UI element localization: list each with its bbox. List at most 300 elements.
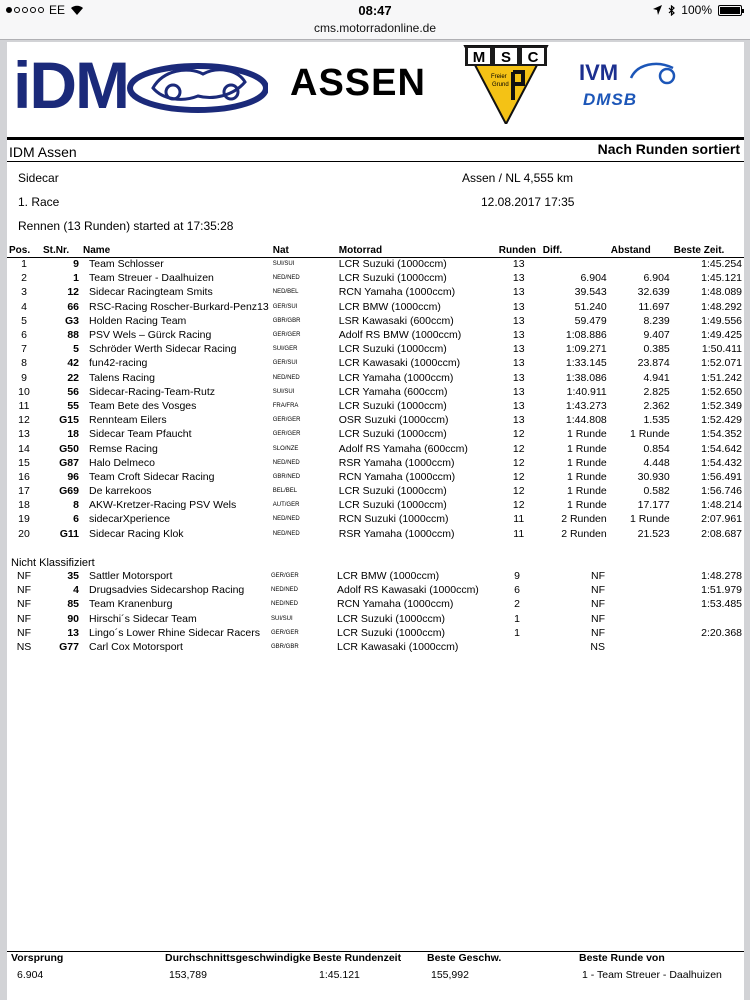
cell-diff: 1 Runde [567, 442, 607, 455]
cell-best: 1:45.121 [701, 272, 742, 285]
cell-name: Team Kranenburg [89, 598, 173, 611]
cell-best: 1:52.429 [701, 414, 742, 427]
cell-pos: 19 [18, 513, 30, 526]
cell-diff: 1 Runde [567, 485, 607, 498]
cell-gap: 11.697 [638, 300, 670, 313]
cell-gap: 0.582 [643, 485, 670, 498]
cell-bike: LCR Suzuki (1000ccm) [337, 612, 445, 625]
cell-best: 1:52.349 [701, 399, 742, 412]
cell-diff: 1:08.886 [565, 329, 607, 342]
cell-name: RSC-Racing Roscher-Burkard-Penz13 [89, 300, 269, 313]
table-row [7, 569, 744, 583]
cell-nr: G50 [59, 442, 79, 455]
table-row [7, 527, 744, 541]
col-gap: Abstand [609, 244, 672, 257]
battery-label: 100% [681, 3, 712, 17]
msc-caption-2: Grund [492, 82, 509, 88]
address-bar[interactable] [0, 20, 750, 40]
cell-nr: 18 [67, 428, 79, 441]
cell-gap [607, 640, 670, 654]
cell-name: De karrekoos [89, 485, 152, 498]
cell-best: 1:54.352 [701, 428, 742, 441]
cell-diff: 1:40.911 [566, 385, 607, 398]
cell-best: 1:49.556 [701, 314, 742, 327]
cell-nat: GER/GER [271, 629, 299, 636]
cell-name: Sidecar Racingteam Smits [89, 286, 213, 299]
cell-bike: LCR Suzuki (1000ccm) [338, 428, 447, 441]
cell-diff: NF [591, 570, 605, 583]
venue-title: ASSEN [290, 62, 426, 104]
cell-diff: 2 Runden [561, 527, 607, 540]
cell-laps: 2 [514, 598, 520, 611]
table-row [7, 484, 744, 498]
cell-nat: GBR/NED [272, 473, 301, 480]
table-row [7, 498, 744, 512]
cell-nat: NED/NED [272, 275, 300, 282]
status-right [653, 3, 742, 17]
cell-best [670, 612, 744, 626]
col-best: Beste Zeit. [672, 244, 744, 257]
cell-pos: 12 [18, 414, 30, 427]
cell-best: 1:53.485 [701, 598, 742, 611]
table-row [7, 399, 744, 413]
cell-bike: Adolf RS Kawasaki (1000ccm) [337, 584, 479, 597]
cell-nr: 4 [73, 584, 79, 597]
cell-pos: 17 [18, 485, 30, 498]
cell-nr: 56 [67, 385, 79, 398]
cell-pos: 3 [21, 286, 27, 299]
cell-pos: 14 [18, 442, 30, 455]
cell-gap: 0.854 [643, 442, 670, 455]
cell-nr: 1 [73, 272, 79, 285]
col-diff: Diff. [541, 244, 609, 257]
col-nr: St.Nr. [41, 244, 81, 257]
url-text[interactable]: cms.motorradonline.de [313, 21, 437, 35]
cell-gap: 9.407 [643, 329, 670, 342]
cell-name: Remse Racing [89, 442, 158, 455]
clock: 08:47 [358, 3, 392, 18]
cell-nr: 66 [67, 300, 79, 313]
cell-bike: RSR Yamaha (1000ccm) [338, 456, 455, 469]
cell-nr: 88 [67, 329, 79, 342]
cell-pos: 18 [18, 499, 30, 512]
cell-gap [609, 257, 672, 271]
footer-lead-value: 6.904 [17, 969, 44, 981]
cell-nr: 96 [67, 470, 79, 483]
cell-laps: 12 [512, 442, 525, 455]
cell-laps: 12 [512, 428, 525, 441]
idm-logo-text: iDM [13, 52, 128, 118]
cell-pos: 6 [21, 329, 27, 342]
cell-pos: 13 [18, 428, 30, 441]
cell-diff: 2 Runden [561, 513, 607, 526]
table-row [7, 470, 744, 484]
ivm-dmsb-logo [579, 56, 679, 116]
cell-nat: FRA/FRA [272, 402, 299, 409]
cell-best: 1:56.746 [701, 485, 742, 498]
track-label: Assen / NL 4,555 km [462, 171, 573, 185]
cell-laps: 13 [512, 314, 525, 327]
cell-pos: 5 [21, 314, 27, 327]
cell-diff: 1 Runde [567, 470, 607, 483]
cell-best: 1:54.642 [701, 442, 742, 455]
msc-caption-1: Freier [491, 74, 507, 80]
table-row [7, 413, 744, 427]
start-info: Rennen (13 Runden) started at 17:35:28 [18, 219, 234, 233]
cell-laps: 1 [514, 626, 520, 639]
cell-bike: Adolf RS Yamaha (600ccm) [338, 442, 468, 455]
cell-best: 1:45.254 [701, 258, 742, 271]
cell-pos: NS [16, 641, 32, 654]
cell-bike: LCR Yamaha (1000ccm) [338, 371, 454, 384]
title-bar [7, 143, 744, 161]
cell-best: 1:50.411 [701, 343, 742, 356]
cell-bike: LCR BMW (1000ccm) [338, 300, 441, 313]
cell-bike: LSR Kawasaki (600ccm) [338, 314, 454, 327]
cell-diff: 1:09.271 [565, 343, 607, 356]
cell-diff: NF [591, 626, 605, 639]
footer-best-lap-by-label: Beste Runde von [579, 952, 665, 964]
cell-diff: NF [591, 612, 605, 625]
cell-laps: 12 [512, 456, 525, 469]
cell-pos: NF [17, 612, 31, 625]
cell-nr: 55 [67, 399, 79, 412]
footer-best-lap-value: 1:45.121 [319, 969, 360, 981]
cell-pos: 10 [18, 385, 30, 398]
cell-best: 2:20.368 [701, 626, 742, 639]
cell-pos: NF [17, 584, 31, 597]
cell-nat: SUI/GER [272, 346, 298, 353]
cell-laps: 12 [512, 470, 525, 483]
cell-bike: LCR Kawasaki (1000ccm) [337, 641, 459, 654]
cell-diff: 1:43.273 [565, 399, 607, 412]
location-arrow-icon [653, 5, 662, 15]
table-row [7, 583, 744, 597]
results-body [7, 257, 744, 541]
cell-pos: 20 [18, 527, 30, 540]
cell-laps: 13 [512, 371, 525, 384]
battery-icon [718, 5, 742, 16]
cell-nat: BEL/BEL [272, 488, 298, 495]
cell-name: Schröder Werth Sidecar Racing [89, 343, 237, 356]
cell-nr: 42 [67, 357, 79, 370]
table-row [7, 456, 744, 470]
cell-diff: NF [591, 584, 605, 597]
class-label: Sidecar [18, 171, 59, 185]
cell-best: 1:48.292 [701, 300, 742, 313]
cell-nr: G11 [59, 527, 79, 540]
cell-laps: 11 [513, 513, 525, 526]
race-label: 1. Race [18, 195, 60, 209]
table-row [7, 300, 744, 314]
cell-bike: LCR Suzuki (1000ccm) [338, 258, 447, 271]
cell-bike: LCR Suzuki (1000ccm) [338, 272, 447, 285]
cell-name: Carl Cox Motorsport [89, 641, 183, 654]
cell-name: Holden Racing Team [89, 314, 187, 327]
cell-nat: GER/GER [271, 573, 299, 580]
cell-nat: NED/NED [272, 516, 300, 523]
cell-pos: 9 [21, 371, 27, 384]
cell-bike: RCN Yamaha (1000ccm) [338, 470, 456, 483]
cell-laps: 11 [513, 527, 525, 540]
document-header [7, 42, 744, 134]
cell-diff: NF [591, 598, 605, 611]
msc-letter-c: C [527, 49, 539, 66]
cell-best: 1:48.278 [701, 570, 742, 583]
footer-avg-value: 153,789 [169, 969, 207, 981]
cell-nat: NED/BEL [272, 289, 299, 296]
cell-nat: GBR/GBR [272, 317, 301, 324]
cell-gap: 6.904 [643, 272, 670, 285]
cell-name: Drugsadvies Sidecarshop Racing [89, 584, 245, 597]
col-laps: Runden [497, 244, 541, 257]
cell-nat: GER/GER [272, 332, 301, 339]
cell-nat: GER/GER [272, 417, 301, 424]
cell-laps: 1 [514, 612, 520, 625]
cell-nat: GBR/GBR [271, 644, 299, 651]
cell-laps: 13 [512, 385, 525, 398]
cell-name: Sidecar Racing Klok [89, 527, 184, 540]
cell-bike: LCR BMW (1000ccm) [337, 570, 440, 583]
cell-nr: 6 [73, 513, 79, 526]
table-row [7, 441, 744, 455]
not-classified-table [7, 569, 744, 654]
cell-laps: 13 [512, 343, 525, 356]
cell-name: Sidecar-Racing-Team-Rutz [89, 385, 216, 398]
cell-laps: 9 [514, 570, 520, 583]
title-divider [7, 161, 744, 162]
cell-nr: 35 [67, 570, 79, 583]
cell-pos: 15 [18, 456, 30, 469]
cell-pos: 7 [21, 343, 27, 356]
table-row [7, 626, 744, 640]
cell-pos: 11 [18, 399, 30, 412]
cell-laps: 6 [514, 584, 520, 597]
table-row [7, 512, 744, 526]
cell-diff: 1 Runde [567, 499, 607, 512]
cell-laps: 13 [512, 272, 525, 285]
cell-name: Lingo´s Lower Rhine Sidecar Racers [89, 626, 260, 639]
cell-laps: 13 [512, 399, 525, 412]
cell-gap [607, 612, 670, 626]
table-row [7, 371, 744, 385]
cell-diff: 59.479 [574, 314, 607, 327]
cell-best: 1:56.491 [701, 470, 742, 483]
cell-laps: 12 [512, 499, 525, 512]
cell-bike: LCR Suzuki (1000ccm) [338, 499, 447, 512]
cell-best: 1:52.650 [701, 385, 742, 398]
table-row [7, 597, 744, 611]
cell-nat: NED/NED [272, 374, 300, 381]
cell-best: 2:07.961 [701, 513, 742, 526]
cell-gap: 0.385 [643, 343, 670, 356]
cell-laps [495, 640, 539, 654]
cell-name: Rennteam Eilers [89, 414, 167, 427]
cell-name: Sidecar Team Pfaucht [89, 428, 192, 441]
col-pos: Pos. [7, 244, 41, 257]
table-row [7, 257, 744, 271]
cell-pos: NF [17, 598, 31, 611]
cell-diff [541, 257, 609, 271]
cell-name: Team Schlosser [89, 258, 164, 271]
cell-nr: G69 [59, 485, 79, 498]
cell-diff: 1 Runde [567, 428, 607, 441]
footer-avg-label: Durchschnittsgeschwindigke [165, 952, 311, 964]
cell-nr: G87 [59, 456, 79, 469]
cell-nat: SUI/SUI [272, 388, 295, 395]
col-name: Name [81, 244, 271, 257]
table-row [7, 285, 744, 299]
cell-bike: Adolf RS BMW (1000ccm) [338, 329, 462, 342]
cell-gap [607, 569, 670, 583]
status-bar [0, 0, 750, 20]
cell-name: fun42-racing [89, 357, 148, 370]
cell-name: sidecarXperience [89, 513, 171, 526]
not-classified-label: Nicht Klassifiziert [11, 557, 95, 569]
cell-bike: LCR Suzuki (1000ccm) [338, 485, 447, 498]
bluetooth-icon [668, 5, 675, 16]
cell-laps: 13 [512, 329, 525, 342]
cell-nat: GER/GER [272, 431, 301, 438]
cell-nat: NED/NED [271, 601, 299, 608]
cell-bike: OSR Suzuki (1000ccm) [338, 414, 449, 427]
cell-gap [607, 597, 670, 611]
cell-laps: 13 [512, 300, 525, 313]
cell-bike: LCR Yamaha (600ccm) [338, 385, 448, 398]
cell-name: PSV Wels – Gürck Racing [89, 329, 212, 342]
cell-gap: 1 Runde [630, 513, 670, 526]
cell-nr: 12 [67, 286, 79, 299]
table-row [7, 328, 744, 342]
cell-laps: 13 [512, 286, 525, 299]
cell-name: Sattler Motorsport [89, 570, 173, 583]
cell-bike: RCN Yamaha (1000ccm) [338, 286, 456, 299]
col-nat: Nat [271, 244, 337, 257]
cell-bike: RSR Yamaha (1000ccm) [338, 527, 455, 540]
cell-nat: SLO/NZE [272, 445, 299, 452]
cell-name: Talens Racing [89, 371, 155, 384]
cell-pos: 4 [21, 300, 27, 313]
cell-nat: SUI/SUI [272, 261, 295, 268]
cell-pos: 2 [21, 272, 27, 285]
cell-nat: AUT/GER [272, 502, 300, 509]
footer-best-lap-label: Beste Rundenzeit [313, 952, 402, 964]
footer-top-speed-value: 155,992 [431, 969, 469, 981]
cell-diff: 51.240 [574, 300, 607, 313]
cell-name: Team Streuer - Daalhuizen [89, 272, 214, 285]
cell-diff: NS [590, 641, 605, 654]
cell-gap: 21.523 [637, 527, 670, 540]
cell-best: 1:54.432 [701, 456, 742, 469]
cell-best: 1:51.242 [701, 371, 742, 384]
cell-nat: GER/SUI [272, 303, 298, 310]
carrier-label: EE [49, 3, 66, 17]
cell-best: 2:08.687 [701, 527, 742, 540]
cell-gap: 8.239 [643, 314, 670, 327]
cell-gap: 1 Runde [630, 428, 670, 441]
cell-name: Hirschi´s Sidecar Team [89, 612, 197, 625]
cell-name: AKW-Kretzer-Racing PSV Wels [89, 499, 237, 512]
cell-nr: 22 [67, 371, 79, 384]
event-title: IDM Assen [9, 144, 77, 160]
cell-nr: G77 [59, 641, 79, 654]
cell-best [670, 640, 744, 654]
cell-gap: 4.448 [643, 456, 670, 469]
table-row [7, 640, 744, 654]
col-bike: Motorrad [337, 244, 497, 257]
table-row [7, 612, 744, 626]
idm-logo [13, 52, 268, 118]
cell-diff: 1:33.145 [565, 357, 607, 370]
cell-best: 1:52.071 [701, 357, 742, 370]
cell-best: 1:48.089 [701, 286, 742, 299]
table-row [7, 271, 744, 285]
table-row [7, 427, 744, 441]
sort-label: Nach Runden sortiert [597, 141, 740, 157]
cell-gap: 30.930 [637, 470, 670, 483]
cell-nr: G15 [59, 414, 79, 427]
cell-nat: NED/NED [272, 530, 300, 537]
cell-gap: 32.639 [637, 286, 670, 299]
footer-lead-label: Vorsprung [11, 952, 64, 964]
cell-bike: LCR Kawasaki (1000ccm) [338, 357, 461, 370]
cell-laps: 13 [512, 414, 525, 427]
cell-nr: 13 [67, 626, 79, 639]
cell-nat: SUI/SUI [271, 615, 293, 622]
cell-gap: 4.941 [643, 371, 670, 384]
cell-nr: 9 [73, 258, 79, 271]
not-classified-body [7, 569, 744, 654]
table-row [7, 342, 744, 356]
table-row [7, 385, 744, 399]
cell-nr: G3 [64, 314, 79, 327]
results-header-row [7, 244, 744, 257]
cell-diff: 1:44.808 [565, 414, 607, 427]
ivm-text: IVM [579, 60, 619, 85]
cell-gap: 2.362 [643, 399, 670, 412]
msc-freier-grund-logo [463, 44, 549, 124]
table-row [7, 314, 744, 328]
date-label: 12.08.2017 17:35 [481, 195, 575, 209]
cell-pos: NF [17, 570, 31, 583]
cell-gap: 23.874 [637, 357, 670, 370]
cell-pos: 8 [21, 357, 27, 370]
table-row [7, 356, 744, 370]
motorcycle-icon [627, 58, 679, 86]
cell-bike: RCN Yamaha (1000ccm) [337, 598, 454, 611]
footer-top-speed-label: Beste Geschw. [427, 952, 502, 964]
dmsb-text: DMSB [583, 90, 638, 109]
cell-laps: 13 [512, 258, 525, 271]
cell-gap [607, 626, 670, 640]
cell-name: Halo Delmeco [89, 456, 155, 469]
cell-gap: 1.535 [643, 414, 670, 427]
cell-pos: NF [17, 626, 31, 639]
cell-diff: 1 Runde [567, 456, 607, 469]
cell-bike: LCR Suzuki (1000ccm) [338, 399, 447, 412]
cell-pos: 16 [18, 470, 30, 483]
cell-nr: 85 [67, 598, 79, 611]
cell-best: 1:48.214 [701, 499, 742, 512]
cell-nat: NED/NED [272, 459, 300, 466]
cell-bike: LCR Suzuki (1000ccm) [338, 343, 447, 356]
header-divider [7, 137, 744, 140]
msc-letter-s: S [500, 49, 512, 66]
footer-best-lap-by-value: 1 - Team Streuer - Daalhuizen [582, 969, 722, 981]
cell-gap: 2.825 [643, 385, 670, 398]
cell-bike: LCR Suzuki (1000ccm) [337, 626, 445, 639]
cell-diff: 39.543 [574, 286, 607, 299]
